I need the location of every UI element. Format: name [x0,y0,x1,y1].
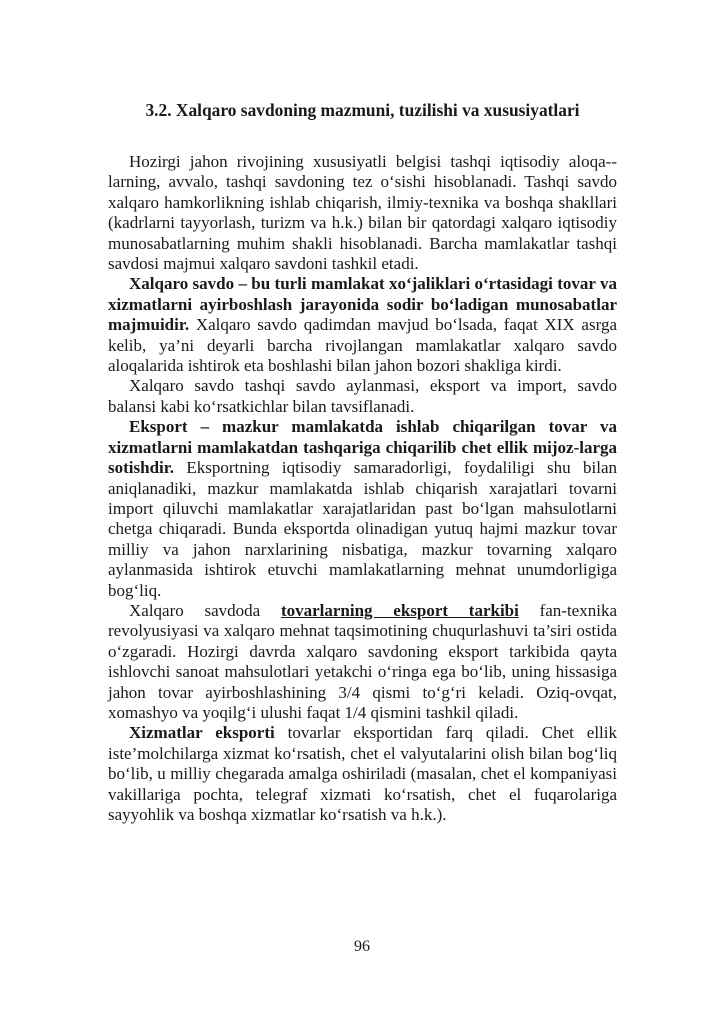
paragraph-indicators [108,376,617,417]
paragraph-text: fan-texnika revolyusiyasi va xalqaro mehnat taqsimotining chuqurlashuvi ta’siri ostida o‘zgaradi. Hozirgi davrda xalqaro savdoning eksport tarkibida qayta ishlovchi sanoat mahsulotlari yetakchi o‘ringa ega bo‘lib, uning hissasiga jahon tovar ayirboshlashining 3/4 qismi to‘g‘ri keladi. Oziq-ovqat, xomashyo va yoqilg‘i ulushi faqat 1/4 qismini tashkil qiladi. [108,600,617,722]
page-number: 96 [354,938,370,955]
paragraph-text: Hozirgi jahon rivojining xususiyatli belgisi tashqi iqtisodiy aloqa-larning, avvalo, tashqi savdoning tez o‘sishi hisoblanadi. Tashqi savdo xalqaro hamkorlikning ishlab chiqarish, ilmiy-texnika va boshqa shakllari (kadrlarni tayyorlash, turizm va h.k.) bilan bir qatordagi xalqaro iqtisodiy munosabatlarning muhim shakli hisoblanadi. Barcha mamlakatlar tashqi savdosi majmui xalqaro savdoni tashkil etadi. [108,152,617,274]
paragraph-text: tovarlar eksportidan farq qiladi. Chet ellik iste’molchilarga xizmat ko‘rsatish, chet el valyutalarini olish bilan bog‘liq bo‘lib, u milliy chegarada amalga oshiriladi (masalan, chet el kompaniyasi vakillariga pochta, telegraf xizmati ko‘rsatish, chet el fuqarolariga sayyohlik va boshqa xizmatlar ko‘rsatish va h.k.). [108,723,617,824]
paragraph-intro [108,152,617,274]
paragraph-text: Xalqaro savdoda [129,600,281,620]
paragraph-text: Xalqaro savdo tashqi savdo aylanmasi, eksport va import, savdo balansi kabi ko‘rsatkichlar bilan tavsiflanadi. [108,376,617,416]
paragraph-export-structure [108,601,617,723]
paragraph-text: Xalqaro savdo qadimdan mavjud bo‘lsada, faqat XIX asrga kelib, ya’ni deyarli barcha rivojlangan mamlakatlar xalqaro savdo aloqalarida ishtirok eta boshlashi bilan jahon bozori shakliga kirdi. [108,315,617,376]
page-body [108,98,617,825]
paragraph-text: Eksportning iqtisodiy samaradorligi, foydaliligi shu bilan aniqlanadiki, mazkur mamlakatda ishlab chiqarish xarajatlari tovarni import qiluvchi mamlakatlar xarajatlaridan past bo‘lgan mahsulotlarni chetga chiqaradi. Bunda eksportda olinadigan yutuq hajmi mazkur tovar milliy va jahon narxlarining nisbatiga, mazkur tovarning xalqaro aylanmasida ishtirok etuvchi mamlakatlarning mehnat unumdorligiga bog‘liq. [108,458,617,600]
section-heading: 3.2. Xalqaro savdoning mazmuni, tuzilishi va xususiyatlari [145,100,580,120]
definition-bold-text: Eksport – mazkur mamlakatda ishlab chiqarilgan tovar va xizmatlarni mamlakatdan tashqariga chiqarilib chet ellik mijoz-larga sotishdir. [108,417,617,478]
emphasis-bold-text: Xizmatlar eksporti [129,723,275,743]
emphasis-underlined-text: tovarlarning eksport tarkibi [280,600,519,620]
paragraph-services-export [108,723,617,825]
paragraph-definition-export [108,417,617,601]
paragraph-definition-trade [108,274,617,376]
definition-bold-text: Xalqaro savdo – bu turli mamlakat xo‘jaliklari o‘rtasidagi tovar va xizmatlarni ayirboshlash jarayonida sodir bo‘ladigan munosabatlar majmuidir. [108,274,617,335]
